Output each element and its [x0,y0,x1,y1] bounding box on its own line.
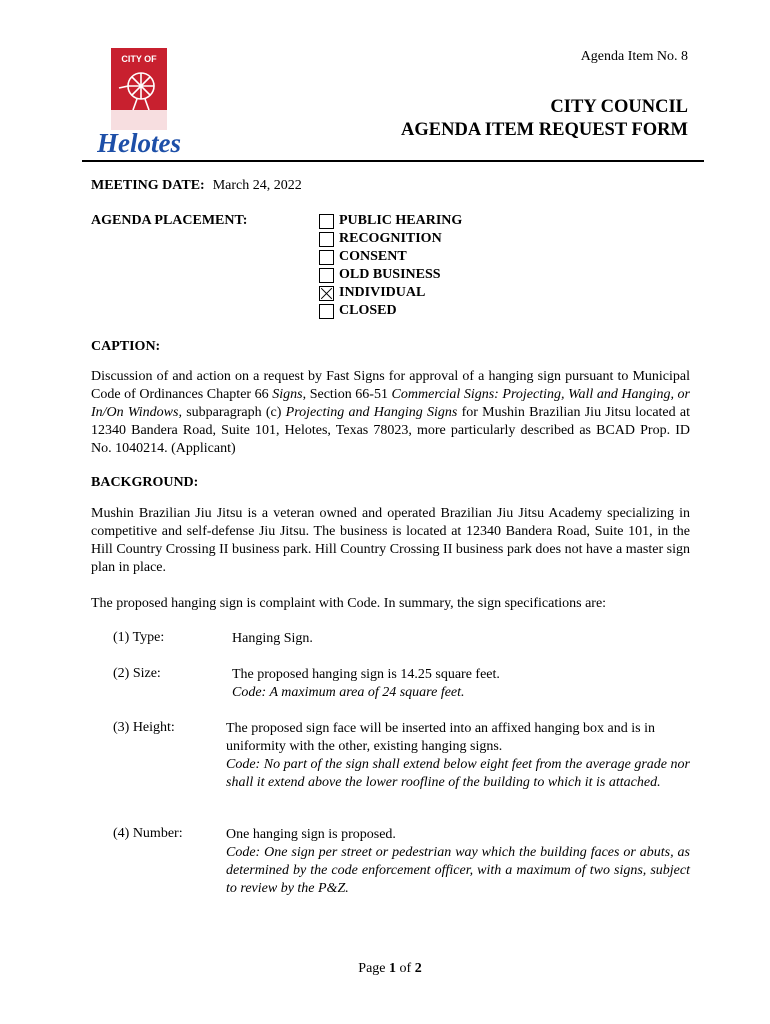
spec-number [226,826,690,898]
checkbox-public-hearing[interactable] [319,214,334,229]
header-divider [82,160,704,162]
option-label: CONSENT [339,249,407,264]
background-summary: The proposed hanging sign is complaint with Code. In summary, the sign specifications are: [91,596,607,611]
option-individual[interactable] [319,284,462,302]
spec-code: Code: A maximum area of 24 square feet. [232,685,465,700]
spec-label-type: (1) Type: [113,630,165,645]
background-paragraph: Mushin Brazilian Jiu Jitsu is a veteran owned and operated Brazilian Jiu Jitsu Academy specializing in competitive and self-defense Jiu Jitsu. The business is located at 12340 Bandera Road, Suite 101, in the Hill Country Crossing II business park. Hill Country Crossing II business park does not have a master sign plan in place. [91,506,690,575]
option-label: PUBLIC HEARING [339,213,463,228]
checkbox-closed[interactable] [319,304,334,319]
option-closed[interactable] [319,302,462,320]
option-recognition[interactable] [319,230,462,248]
caption-heading: CAPTION: [91,339,161,354]
agenda-placement-options [319,212,462,320]
spec-label-number: (4) Number: [113,826,183,841]
caption-italic-1: Signs [272,387,303,402]
meeting-date-label: MEETING DATE: [91,178,205,193]
spec-label-size: (2) Size: [113,666,161,681]
option-old-business[interactable] [319,266,462,284]
checkbox-old-business[interactable] [319,268,334,283]
meeting-date-value: March 24, 2022 [212,178,302,193]
option-label: CLOSED [339,303,397,318]
checkbox-recognition[interactable] [319,232,334,247]
logo-city-of-text: CITY OF [121,54,157,64]
logo-shadow [111,110,167,130]
caption-text-2: , Section 66-51 [302,387,392,402]
option-public-hearing[interactable] [319,212,462,230]
option-label: RECOGNITION [339,231,442,246]
footer-of: of [396,961,415,976]
title-line-1: CITY COUNCIL [550,97,688,117]
title-line-2: AGENDA ITEM REQUEST FORM [401,120,688,140]
spec-text: Hanging Sign. [232,631,313,646]
caption-paragraph [91,368,690,458]
caption-text-3: subparagraph (c) [181,405,286,420]
city-of-helotes-logo [97,48,181,160]
footer-page-number: 1 [389,961,397,976]
agenda-item-number: Agenda Item No. 8 [580,49,688,64]
spec-size [232,666,690,702]
option-consent[interactable] [319,248,462,266]
caption-italic-2: Commercial Signs: Projecting, Wall and Hanging, or In/On Windows, [91,387,690,420]
background-heading: BACKGROUND: [91,475,199,490]
caption-text-4: for Mushin Brazilian Jiu Jitsu located at 12340 Bandera Road, Suite 101, Helotes, Texas 78023, more particularly described as BCAD Prop. ID No. 1040214. (Applicant) [91,405,690,456]
spec-type [232,630,690,648]
checkbox-individual-checked[interactable] [319,286,334,301]
form-title [401,96,688,142]
checkbox-consent[interactable] [319,250,334,265]
spec-code: Code: One sign per street or pedestrian way which the building faces or abuts, as determined by the code enforcement officer, with a maximum of two signs, subject to review by the P&Z. [226,845,690,896]
spec-text: One hanging sign is proposed. [226,827,396,842]
spec-text: The proposed sign face will be inserted into an affixed hanging box and is in uniformity with the other, existing hanging signs. [226,721,655,754]
page-footer [0,961,770,977]
footer-page-total: 2 [414,961,422,976]
logo-helotes-text: Helotes [97,128,181,158]
spec-height [226,720,690,792]
spec-label-height: (3) Height: [113,720,175,735]
caption-text-1: Discussion of and action on a request by Fast Signs for approval of a hanging sign pursuant to Municipal Code of Ordinances Chapter 66 [91,369,690,402]
agenda-placement-label: AGENDA PLACEMENT: [91,213,248,228]
option-label: OLD BUSINESS [339,267,441,282]
caption-italic-3: Projecting and Hanging Signs [285,405,458,420]
meeting-date-row [91,178,302,194]
footer-prefix: Page [358,961,390,976]
spec-code: Code: No part of the sign shall extend below eight feet from the average grade nor shall it extend above the lower roofline of the building to which it is attached. [226,757,690,790]
option-label: INDIVIDUAL [339,285,426,300]
spec-text: The proposed hanging sign is 14.25 square feet. [232,667,500,682]
